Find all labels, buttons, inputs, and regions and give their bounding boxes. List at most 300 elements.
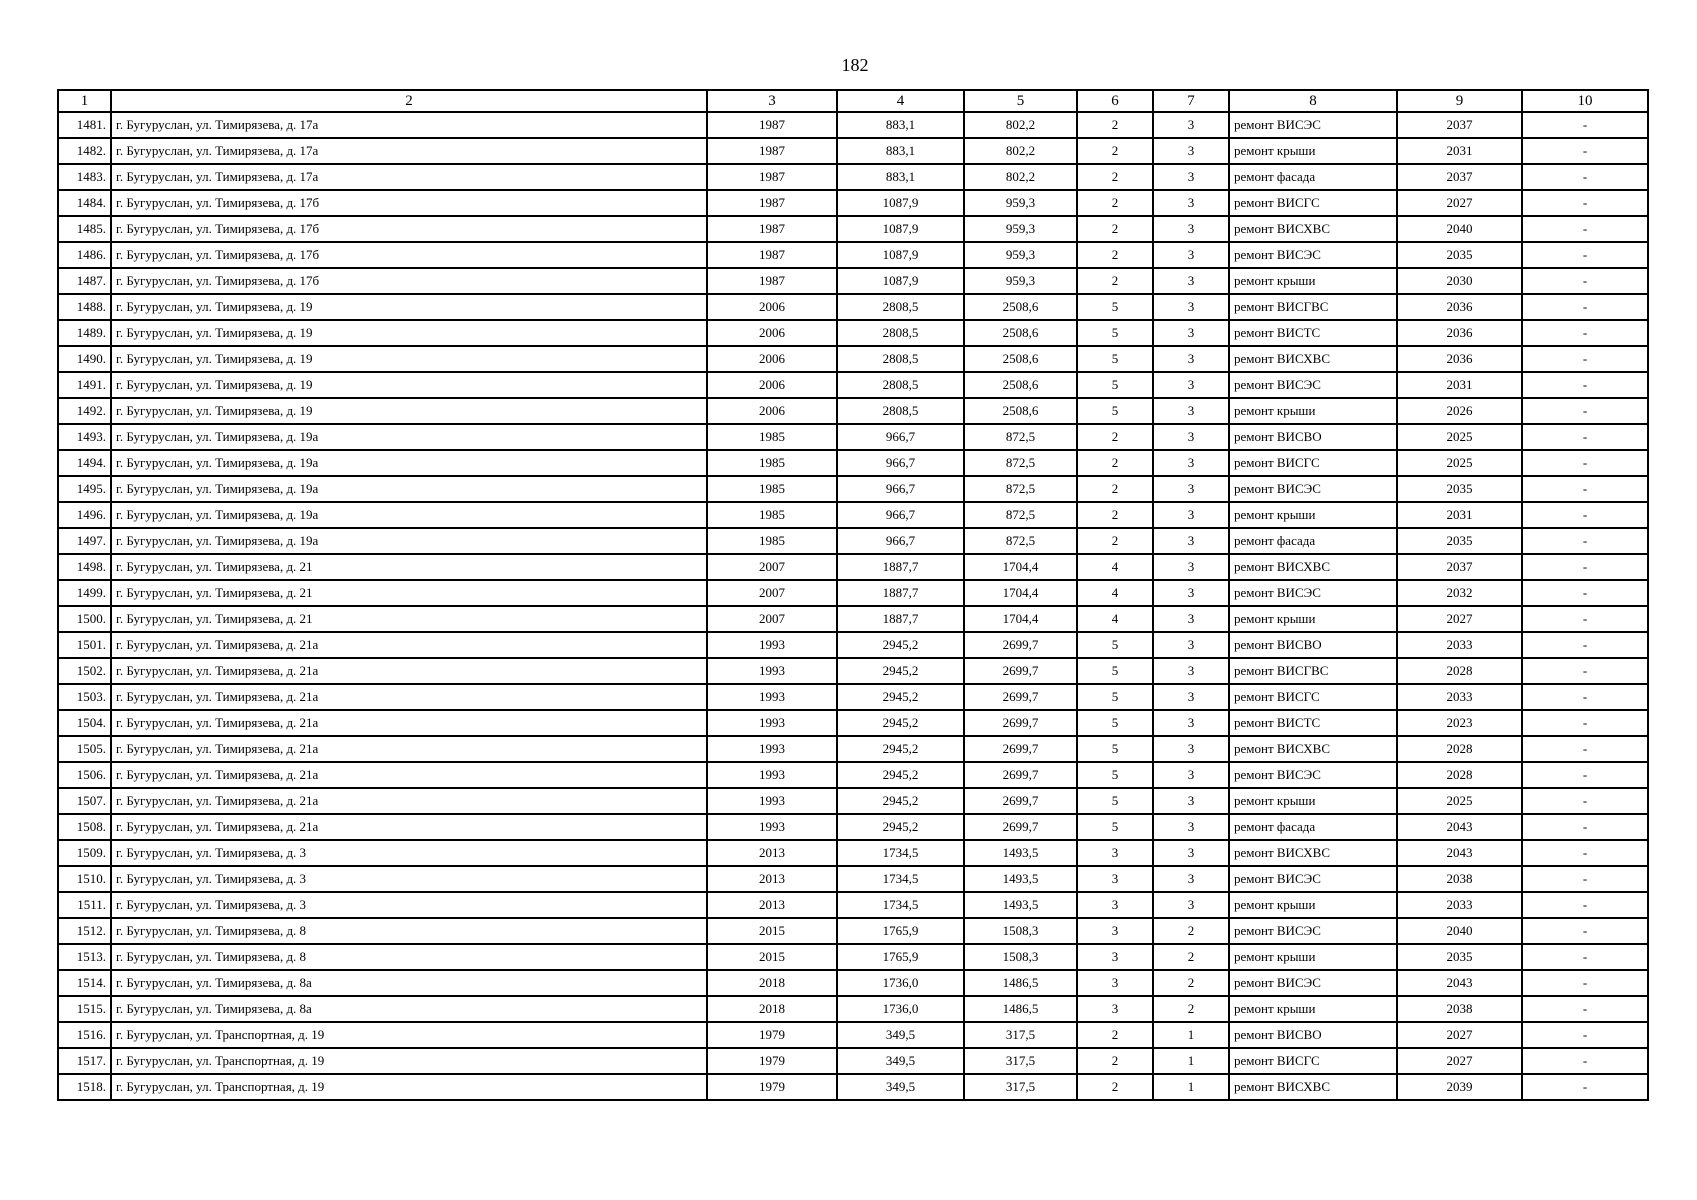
cell-note: - (1522, 424, 1648, 450)
cell-floors: 5 (1077, 788, 1153, 814)
cell-address: г. Бугуруслан, ул. Тимирязева, д. 17б (111, 268, 707, 294)
table-row (58, 138, 1648, 164)
table-row (58, 762, 1648, 788)
cell-work-type: ремонт ВИСГС (1229, 450, 1397, 476)
table-row (58, 944, 1648, 970)
cell-work-type: ремонт ВИСЭС (1229, 918, 1397, 944)
cell-living-area: 2699,7 (964, 736, 1077, 762)
cell-year-built: 2007 (707, 554, 837, 580)
table-body (58, 112, 1648, 1100)
cell-row-number: 1483. (58, 164, 111, 190)
cell-year-built: 2013 (707, 866, 837, 892)
cell-address: г. Бугуруслан, ул. Тимирязева, д. 21 (111, 554, 707, 580)
cell-note: - (1522, 138, 1648, 164)
cell-work-type: ремонт крыши (1229, 788, 1397, 814)
cell-note: - (1522, 268, 1648, 294)
table-row (58, 684, 1648, 710)
cell-address: г. Бугуруслан, ул. Тимирязева, д. 3 (111, 892, 707, 918)
cell-row-number: 1493. (58, 424, 111, 450)
cell-work-type: ремонт крыши (1229, 138, 1397, 164)
cell-work-type: ремонт ВИСТС (1229, 320, 1397, 346)
cell-entrances: 3 (1153, 346, 1229, 372)
cell-entrances: 3 (1153, 450, 1229, 476)
column-header-5: 5 (964, 90, 1077, 112)
cell-note: - (1522, 788, 1648, 814)
cell-entrances: 3 (1153, 216, 1229, 242)
cell-year-built: 1979 (707, 1048, 837, 1074)
cell-note: - (1522, 112, 1648, 138)
cell-living-area: 2508,6 (964, 346, 1077, 372)
cell-entrances: 2 (1153, 970, 1229, 996)
cell-total-area: 883,1 (837, 138, 964, 164)
cell-planned-year: 2023 (1397, 710, 1522, 736)
cell-address: г. Бугуруслан, ул. Тимирязева, д. 8 (111, 918, 707, 944)
cell-row-number: 1485. (58, 216, 111, 242)
cell-floors: 5 (1077, 372, 1153, 398)
cell-note: - (1522, 242, 1648, 268)
cell-year-built: 1979 (707, 1074, 837, 1100)
cell-living-area: 2699,7 (964, 658, 1077, 684)
cell-living-area: 2508,6 (964, 294, 1077, 320)
cell-total-area: 1087,9 (837, 190, 964, 216)
cell-floors: 5 (1077, 632, 1153, 658)
cell-note: - (1522, 450, 1648, 476)
cell-floors: 5 (1077, 398, 1153, 424)
column-header-2: 2 (111, 90, 707, 112)
cell-year-built: 1985 (707, 528, 837, 554)
cell-entrances: 1 (1153, 1048, 1229, 1074)
table-row (58, 632, 1648, 658)
cell-planned-year: 2037 (1397, 112, 1522, 138)
cell-year-built: 1987 (707, 112, 837, 138)
cell-address: г. Бугуруслан, ул. Тимирязева, д. 19 (111, 294, 707, 320)
table-row (58, 476, 1648, 502)
cell-row-number: 1515. (58, 996, 111, 1022)
cell-address: г. Бугуруслан, ул. Тимирязева, д. 8а (111, 970, 707, 996)
table-row (58, 554, 1648, 580)
cell-floors: 3 (1077, 866, 1153, 892)
cell-planned-year: 2035 (1397, 242, 1522, 268)
cell-planned-year: 2028 (1397, 658, 1522, 684)
cell-total-area: 966,7 (837, 502, 964, 528)
cell-total-area: 1887,7 (837, 554, 964, 580)
cell-note: - (1522, 892, 1648, 918)
cell-total-area: 2945,2 (837, 658, 964, 684)
cell-total-area: 883,1 (837, 164, 964, 190)
cell-entrances: 3 (1153, 788, 1229, 814)
cell-total-area: 2945,2 (837, 788, 964, 814)
table-row (58, 1074, 1648, 1100)
cell-planned-year: 2032 (1397, 580, 1522, 606)
cell-planned-year: 2038 (1397, 866, 1522, 892)
cell-row-number: 1490. (58, 346, 111, 372)
table-row (58, 216, 1648, 242)
cell-floors: 3 (1077, 918, 1153, 944)
cell-entrances: 3 (1153, 112, 1229, 138)
cell-living-area: 1493,5 (964, 892, 1077, 918)
cell-row-number: 1482. (58, 138, 111, 164)
cell-floors: 4 (1077, 554, 1153, 580)
cell-entrances: 1 (1153, 1022, 1229, 1048)
cell-floors: 2 (1077, 164, 1153, 190)
cell-floors: 5 (1077, 320, 1153, 346)
cell-total-area: 2808,5 (837, 372, 964, 398)
cell-floors: 4 (1077, 606, 1153, 632)
cell-note: - (1522, 632, 1648, 658)
cell-row-number: 1502. (58, 658, 111, 684)
cell-row-number: 1497. (58, 528, 111, 554)
cell-address: г. Бугуруслан, ул. Тимирязева, д. 8а (111, 996, 707, 1022)
cell-living-area: 959,3 (964, 216, 1077, 242)
cell-total-area: 1765,9 (837, 918, 964, 944)
cell-total-area: 966,7 (837, 528, 964, 554)
cell-living-area: 1493,5 (964, 866, 1077, 892)
cell-planned-year: 2027 (1397, 606, 1522, 632)
cell-work-type: ремонт ВИСЭС (1229, 580, 1397, 606)
cell-address: г. Бугуруслан, ул. Тимирязева, д. 21 (111, 606, 707, 632)
table-row (58, 788, 1648, 814)
cell-floors: 2 (1077, 216, 1153, 242)
cell-work-type: ремонт крыши (1229, 398, 1397, 424)
cell-living-area: 802,2 (964, 112, 1077, 138)
cell-year-built: 2006 (707, 320, 837, 346)
cell-floors: 5 (1077, 658, 1153, 684)
cell-floors: 5 (1077, 762, 1153, 788)
cell-work-type: ремонт ВИСЭС (1229, 112, 1397, 138)
cell-year-built: 1987 (707, 164, 837, 190)
page-number: 182 (841, 55, 869, 75)
cell-year-built: 2018 (707, 996, 837, 1022)
cell-entrances: 3 (1153, 164, 1229, 190)
cell-work-type: ремонт фасада (1229, 164, 1397, 190)
column-header-6: 6 (1077, 90, 1153, 112)
cell-planned-year: 2036 (1397, 294, 1522, 320)
cell-floors: 2 (1077, 476, 1153, 502)
cell-entrances: 1 (1153, 1074, 1229, 1100)
cell-planned-year: 2035 (1397, 944, 1522, 970)
cell-address: г. Бугуруслан, ул. Транспортная, д. 19 (111, 1022, 707, 1048)
cell-note: - (1522, 216, 1648, 242)
table-row (58, 372, 1648, 398)
cell-entrances: 3 (1153, 138, 1229, 164)
cell-living-area: 317,5 (964, 1074, 1077, 1100)
cell-planned-year: 2037 (1397, 554, 1522, 580)
cell-note: - (1522, 658, 1648, 684)
cell-note: - (1522, 762, 1648, 788)
cell-entrances: 3 (1153, 710, 1229, 736)
cell-address: г. Бугуруслан, ул. Тимирязева, д. 17б (111, 190, 707, 216)
cell-total-area: 966,7 (837, 450, 964, 476)
cell-floors: 2 (1077, 424, 1153, 450)
cell-note: - (1522, 476, 1648, 502)
cell-year-built: 2015 (707, 944, 837, 970)
cell-planned-year: 2039 (1397, 1074, 1522, 1100)
cell-living-area: 1704,4 (964, 554, 1077, 580)
cell-planned-year: 2031 (1397, 502, 1522, 528)
cell-total-area: 2945,2 (837, 632, 964, 658)
cell-note: - (1522, 372, 1648, 398)
cell-note: - (1522, 320, 1648, 346)
cell-year-built: 1993 (707, 736, 837, 762)
cell-living-area: 872,5 (964, 450, 1077, 476)
cell-planned-year: 2027 (1397, 1048, 1522, 1074)
cell-address: г. Бугуруслан, ул. Тимирязева, д. 19 (111, 398, 707, 424)
cell-planned-year: 2026 (1397, 398, 1522, 424)
cell-living-area: 1508,3 (964, 918, 1077, 944)
cell-living-area: 2508,6 (964, 320, 1077, 346)
cell-row-number: 1494. (58, 450, 111, 476)
cell-planned-year: 2033 (1397, 684, 1522, 710)
cell-living-area: 2699,7 (964, 684, 1077, 710)
cell-note: - (1522, 840, 1648, 866)
cell-work-type: ремонт крыши (1229, 268, 1397, 294)
cell-work-type: ремонт ВИСХВС (1229, 216, 1397, 242)
cell-work-type: ремонт ВИСХВС (1229, 1074, 1397, 1100)
cell-entrances: 3 (1153, 242, 1229, 268)
cell-total-area: 1087,9 (837, 242, 964, 268)
cell-planned-year: 2025 (1397, 424, 1522, 450)
cell-work-type: ремонт крыши (1229, 996, 1397, 1022)
cell-address: г. Бугуруслан, ул. Транспортная, д. 19 (111, 1074, 707, 1100)
cell-planned-year: 2035 (1397, 476, 1522, 502)
cell-work-type: ремонт ВИСХВС (1229, 840, 1397, 866)
cell-row-number: 1506. (58, 762, 111, 788)
cell-address: г. Бугуруслан, ул. Тимирязева, д. 8 (111, 944, 707, 970)
cell-work-type: ремонт ВИСГС (1229, 190, 1397, 216)
cell-entrances: 3 (1153, 736, 1229, 762)
cell-address: г. Бугуруслан, ул. Тимирязева, д. 21а (111, 684, 707, 710)
cell-address: г. Бугуруслан, ул. Тимирязева, д. 19а (111, 502, 707, 528)
cell-year-built: 1987 (707, 216, 837, 242)
cell-living-area: 317,5 (964, 1048, 1077, 1074)
table-row (58, 398, 1648, 424)
cell-work-type: ремонт ВИСЭС (1229, 242, 1397, 268)
cell-year-built: 1985 (707, 424, 837, 450)
table-row (58, 450, 1648, 476)
cell-work-type: ремонт ВИСЭС (1229, 866, 1397, 892)
cell-floors: 2 (1077, 1048, 1153, 1074)
cell-total-area: 883,1 (837, 112, 964, 138)
cell-work-type: ремонт ВИСХВС (1229, 736, 1397, 762)
cell-address: г. Бугуруслан, ул. Тимирязева, д. 19а (111, 424, 707, 450)
cell-address: г. Бугуруслан, ул. Тимирязева, д. 19а (111, 450, 707, 476)
cell-living-area: 872,5 (964, 424, 1077, 450)
cell-address: г. Бугуруслан, ул. Тимирязева, д. 19 (111, 372, 707, 398)
cell-row-number: 1510. (58, 866, 111, 892)
cell-total-area: 966,7 (837, 476, 964, 502)
cell-row-number: 1501. (58, 632, 111, 658)
cell-entrances: 3 (1153, 762, 1229, 788)
cell-planned-year: 2027 (1397, 190, 1522, 216)
cell-entrances: 3 (1153, 892, 1229, 918)
cell-planned-year: 2033 (1397, 632, 1522, 658)
table-row (58, 112, 1648, 138)
cell-total-area: 349,5 (837, 1022, 964, 1048)
cell-work-type: ремонт ВИСЭС (1229, 372, 1397, 398)
cell-floors: 2 (1077, 1074, 1153, 1100)
cell-living-area: 1486,5 (964, 996, 1077, 1022)
cell-work-type: ремонт фасада (1229, 814, 1397, 840)
cell-total-area: 2945,2 (837, 736, 964, 762)
cell-note: - (1522, 294, 1648, 320)
cell-address: г. Бугуруслан, ул. Тимирязева, д. 3 (111, 840, 707, 866)
cell-row-number: 1489. (58, 320, 111, 346)
cell-living-area: 317,5 (964, 1022, 1077, 1048)
cell-row-number: 1499. (58, 580, 111, 606)
cell-floors: 4 (1077, 580, 1153, 606)
cell-address: г. Бугуруслан, ул. Тимирязева, д. 21а (111, 658, 707, 684)
cell-living-area: 2508,6 (964, 398, 1077, 424)
cell-living-area: 802,2 (964, 164, 1077, 190)
cell-planned-year: 2025 (1397, 788, 1522, 814)
table-row (58, 242, 1648, 268)
cell-note: - (1522, 1022, 1648, 1048)
cell-total-area: 1087,9 (837, 216, 964, 242)
cell-note: - (1522, 710, 1648, 736)
cell-note: - (1522, 164, 1648, 190)
cell-living-area: 2699,7 (964, 788, 1077, 814)
cell-total-area: 349,5 (837, 1048, 964, 1074)
cell-entrances: 3 (1153, 606, 1229, 632)
cell-row-number: 1492. (58, 398, 111, 424)
column-header-4: 4 (837, 90, 964, 112)
cell-year-built: 1985 (707, 476, 837, 502)
cell-year-built: 1993 (707, 684, 837, 710)
cell-note: - (1522, 346, 1648, 372)
cell-row-number: 1512. (58, 918, 111, 944)
cell-work-type: ремонт ВИСТС (1229, 710, 1397, 736)
cell-floors: 3 (1077, 996, 1153, 1022)
cell-entrances: 3 (1153, 268, 1229, 294)
cell-year-built: 1979 (707, 1022, 837, 1048)
cell-address: г. Бугуруслан, ул. Тимирязева, д. 21а (111, 788, 707, 814)
cell-row-number: 1505. (58, 736, 111, 762)
cell-total-area: 1734,5 (837, 866, 964, 892)
cell-total-area: 2808,5 (837, 320, 964, 346)
cell-entrances: 3 (1153, 632, 1229, 658)
cell-entrances: 3 (1153, 814, 1229, 840)
cell-row-number: 1481. (58, 112, 111, 138)
cell-living-area: 872,5 (964, 502, 1077, 528)
cell-total-area: 1734,5 (837, 892, 964, 918)
cell-note: - (1522, 190, 1648, 216)
column-header-10: 10 (1522, 90, 1648, 112)
table-row (58, 528, 1648, 554)
cell-work-type: ремонт фасада (1229, 528, 1397, 554)
cell-planned-year: 2036 (1397, 320, 1522, 346)
cell-planned-year: 2036 (1397, 346, 1522, 372)
cell-note: - (1522, 866, 1648, 892)
cell-entrances: 3 (1153, 424, 1229, 450)
cell-floors: 2 (1077, 502, 1153, 528)
cell-total-area: 2945,2 (837, 814, 964, 840)
table-row (58, 736, 1648, 762)
table-row (58, 658, 1648, 684)
cell-entrances: 3 (1153, 658, 1229, 684)
table-row (58, 814, 1648, 840)
cell-address: г. Бугуруслан, ул. Транспортная, д. 19 (111, 1048, 707, 1074)
cell-living-area: 2508,6 (964, 372, 1077, 398)
cell-total-area: 1736,0 (837, 996, 964, 1022)
cell-row-number: 1486. (58, 242, 111, 268)
cell-work-type: ремонт ВИСВО (1229, 424, 1397, 450)
cell-total-area: 1736,0 (837, 970, 964, 996)
cell-address: г. Бугуруслан, ул. Тимирязева, д. 19а (111, 528, 707, 554)
cell-note: - (1522, 814, 1648, 840)
cell-work-type: ремонт ВИСЭС (1229, 762, 1397, 788)
cell-total-area: 1765,9 (837, 944, 964, 970)
table-row (58, 268, 1648, 294)
column-header-1: 1 (58, 90, 111, 112)
cell-year-built: 1993 (707, 710, 837, 736)
cell-note: - (1522, 944, 1648, 970)
cell-living-area: 2699,7 (964, 710, 1077, 736)
cell-work-type: ремонт ВИСЭС (1229, 476, 1397, 502)
cell-year-built: 1993 (707, 632, 837, 658)
cell-row-number: 1498. (58, 554, 111, 580)
cell-year-built: 2013 (707, 892, 837, 918)
cell-entrances: 2 (1153, 944, 1229, 970)
cell-total-area: 2808,5 (837, 398, 964, 424)
cell-year-built: 1987 (707, 242, 837, 268)
cell-entrances: 3 (1153, 372, 1229, 398)
cell-entrances: 2 (1153, 918, 1229, 944)
cell-address: г. Бугуруслан, ул. Тимирязева, д. 21а (111, 710, 707, 736)
cell-total-area: 1734,5 (837, 840, 964, 866)
cell-row-number: 1517. (58, 1048, 111, 1074)
table-row (58, 190, 1648, 216)
cell-year-built: 1985 (707, 450, 837, 476)
cell-note: - (1522, 502, 1648, 528)
table-row (58, 294, 1648, 320)
cell-living-area: 1704,4 (964, 606, 1077, 632)
cell-planned-year: 2025 (1397, 450, 1522, 476)
cell-work-type: ремонт ВИСГС (1229, 684, 1397, 710)
cell-work-type: ремонт ВИСВО (1229, 1022, 1397, 1048)
cell-total-area: 1887,7 (837, 606, 964, 632)
cell-total-area: 2945,2 (837, 762, 964, 788)
table-header (58, 90, 1648, 112)
cell-entrances: 3 (1153, 866, 1229, 892)
cell-row-number: 1500. (58, 606, 111, 632)
cell-note: - (1522, 996, 1648, 1022)
cell-address: г. Бугуруслан, ул. Тимирязева, д. 17а (111, 138, 707, 164)
cell-floors: 5 (1077, 294, 1153, 320)
cell-row-number: 1488. (58, 294, 111, 320)
cell-entrances: 3 (1153, 554, 1229, 580)
cell-planned-year: 2038 (1397, 996, 1522, 1022)
cell-year-built: 2007 (707, 606, 837, 632)
cell-floors: 2 (1077, 190, 1153, 216)
cell-floors: 5 (1077, 814, 1153, 840)
column-header-9: 9 (1397, 90, 1522, 112)
cell-living-area: 2699,7 (964, 762, 1077, 788)
cell-row-number: 1491. (58, 372, 111, 398)
cell-row-number: 1514. (58, 970, 111, 996)
cell-floors: 3 (1077, 944, 1153, 970)
cell-address: г. Бугуруслан, ул. Тимирязева, д. 21 (111, 580, 707, 606)
cell-row-number: 1509. (58, 840, 111, 866)
cell-year-built: 1987 (707, 268, 837, 294)
cell-floors: 5 (1077, 710, 1153, 736)
cell-floors: 2 (1077, 528, 1153, 554)
cell-entrances: 3 (1153, 398, 1229, 424)
cell-entrances: 3 (1153, 190, 1229, 216)
cell-total-area: 1887,7 (837, 580, 964, 606)
table-row (58, 502, 1648, 528)
cell-floors: 2 (1077, 138, 1153, 164)
cell-floors: 3 (1077, 840, 1153, 866)
